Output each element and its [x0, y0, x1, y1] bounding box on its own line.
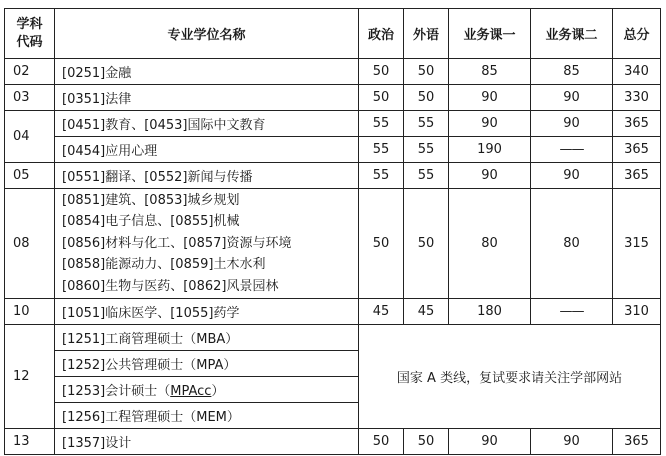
politics-cell: 45 — [359, 299, 404, 325]
language-cell: 55 — [404, 111, 449, 137]
total-cell: 310 — [613, 299, 661, 325]
course1-cell: 180 — [449, 299, 531, 325]
course2-cell: 90 — [531, 163, 613, 189]
header-name: 专业学位名称 — [55, 9, 359, 59]
course2-cell: 90 — [531, 111, 613, 137]
politics-cell: 50 — [359, 85, 404, 111]
row-name: [1051]临床医学、[1055]药学 — [55, 299, 359, 325]
row-name: [0351]法律 — [55, 85, 359, 111]
total-cell: 340 — [613, 59, 661, 85]
row-name: [0854]电子信息、[0855]机械 — [62, 214, 240, 230]
row-name: [0851]建筑、[0853]城乡规划 — [62, 192, 240, 208]
course1-cell: 190 — [449, 137, 531, 163]
name-abbr: MPAcc — [170, 384, 212, 399]
header-language: 外语 — [404, 9, 449, 59]
course2-cell: 80 — [531, 189, 613, 299]
row-name: [0551]翻译、[0552]新闻与传播 — [55, 163, 359, 189]
row-name: [0856]材料与化工、[0857]资源与环境 — [62, 235, 292, 251]
total-cell: 330 — [613, 85, 661, 111]
row-code: 10 — [5, 299, 55, 325]
row-code: 02 — [5, 59, 55, 85]
course2-cell: —— — [531, 299, 613, 325]
language-cell: 50 — [404, 59, 449, 85]
row-note: 国家 A 类线，复试要求请关注学部网站 — [359, 325, 661, 429]
table-row — [5, 111, 661, 137]
row-code: 03 — [5, 85, 55, 111]
table-row — [5, 163, 661, 189]
row-name: [1251]工商管理硕士（MBA） — [55, 325, 359, 351]
header-row — [5, 9, 661, 59]
course2-cell: 90 — [531, 85, 613, 111]
politics-cell: 50 — [359, 59, 404, 85]
name-prefix: [1253]会计硕士（ — [62, 384, 171, 399]
total-cell: 365 — [613, 429, 661, 455]
course2-cell: —— — [531, 137, 613, 163]
course1-cell: 90 — [449, 429, 531, 455]
politics-cell: 55 — [359, 111, 404, 137]
table-row — [5, 59, 661, 85]
row-name: [0251]金融 — [55, 59, 359, 85]
row-name: [0454]应用心理 — [55, 137, 359, 163]
course1-cell: 90 — [449, 111, 531, 137]
row-name: [1357]设计 — [55, 429, 359, 455]
table-row — [5, 137, 661, 163]
course1-cell: 90 — [449, 163, 531, 189]
language-cell: 45 — [404, 299, 449, 325]
row-code: 05 — [5, 163, 55, 189]
row-code: 12 — [5, 325, 55, 429]
politics-cell: 55 — [359, 163, 404, 189]
name-suffix: ） — [211, 384, 225, 399]
table-row — [5, 429, 661, 455]
table-row — [5, 325, 661, 351]
table-row — [5, 189, 661, 299]
table-row — [5, 85, 661, 111]
row-name: [1256]工程管理硕士（MEM） — [55, 403, 359, 429]
course2-cell: 85 — [531, 59, 613, 85]
course1-cell: 80 — [449, 189, 531, 299]
header-course1: 业务课一 — [449, 9, 531, 59]
row-code: 04 — [5, 111, 55, 163]
total-cell: 315 — [613, 189, 661, 299]
course2-cell: 90 — [531, 429, 613, 455]
total-cell: 365 — [613, 137, 661, 163]
language-cell: 50 — [404, 85, 449, 111]
total-cell: 365 — [613, 111, 661, 137]
header-total: 总分 — [613, 9, 661, 59]
politics-cell: 50 — [359, 429, 404, 455]
row-name: [0858]能源动力、[0859]土木水利 — [62, 257, 266, 273]
language-cell: 55 — [404, 137, 449, 163]
total-cell: 365 — [613, 163, 661, 189]
politics-cell: 55 — [359, 137, 404, 163]
header-course2: 业务课二 — [531, 9, 613, 59]
row-code: 13 — [5, 429, 55, 455]
header-code: 学科 代码 — [5, 9, 55, 59]
row-name: [0451]教育、[0453]国际中文教育 — [55, 111, 359, 137]
row-name: [1252]公共管理硕士（MPA） — [55, 351, 359, 377]
course1-cell: 90 — [449, 85, 531, 111]
row-name: [0860]生物与医药、[0862]风景园林 — [62, 278, 279, 294]
politics-cell: 50 — [359, 189, 404, 299]
language-cell: 50 — [404, 429, 449, 455]
language-cell: 50 — [404, 189, 449, 299]
course1-cell: 85 — [449, 59, 531, 85]
row-code: 08 — [5, 189, 55, 299]
row-name — [55, 377, 359, 403]
table-row — [5, 299, 661, 325]
header-politics: 政治 — [359, 9, 404, 59]
row-name-list — [55, 189, 359, 299]
language-cell: 55 — [404, 163, 449, 189]
score-table — [4, 8, 661, 455]
